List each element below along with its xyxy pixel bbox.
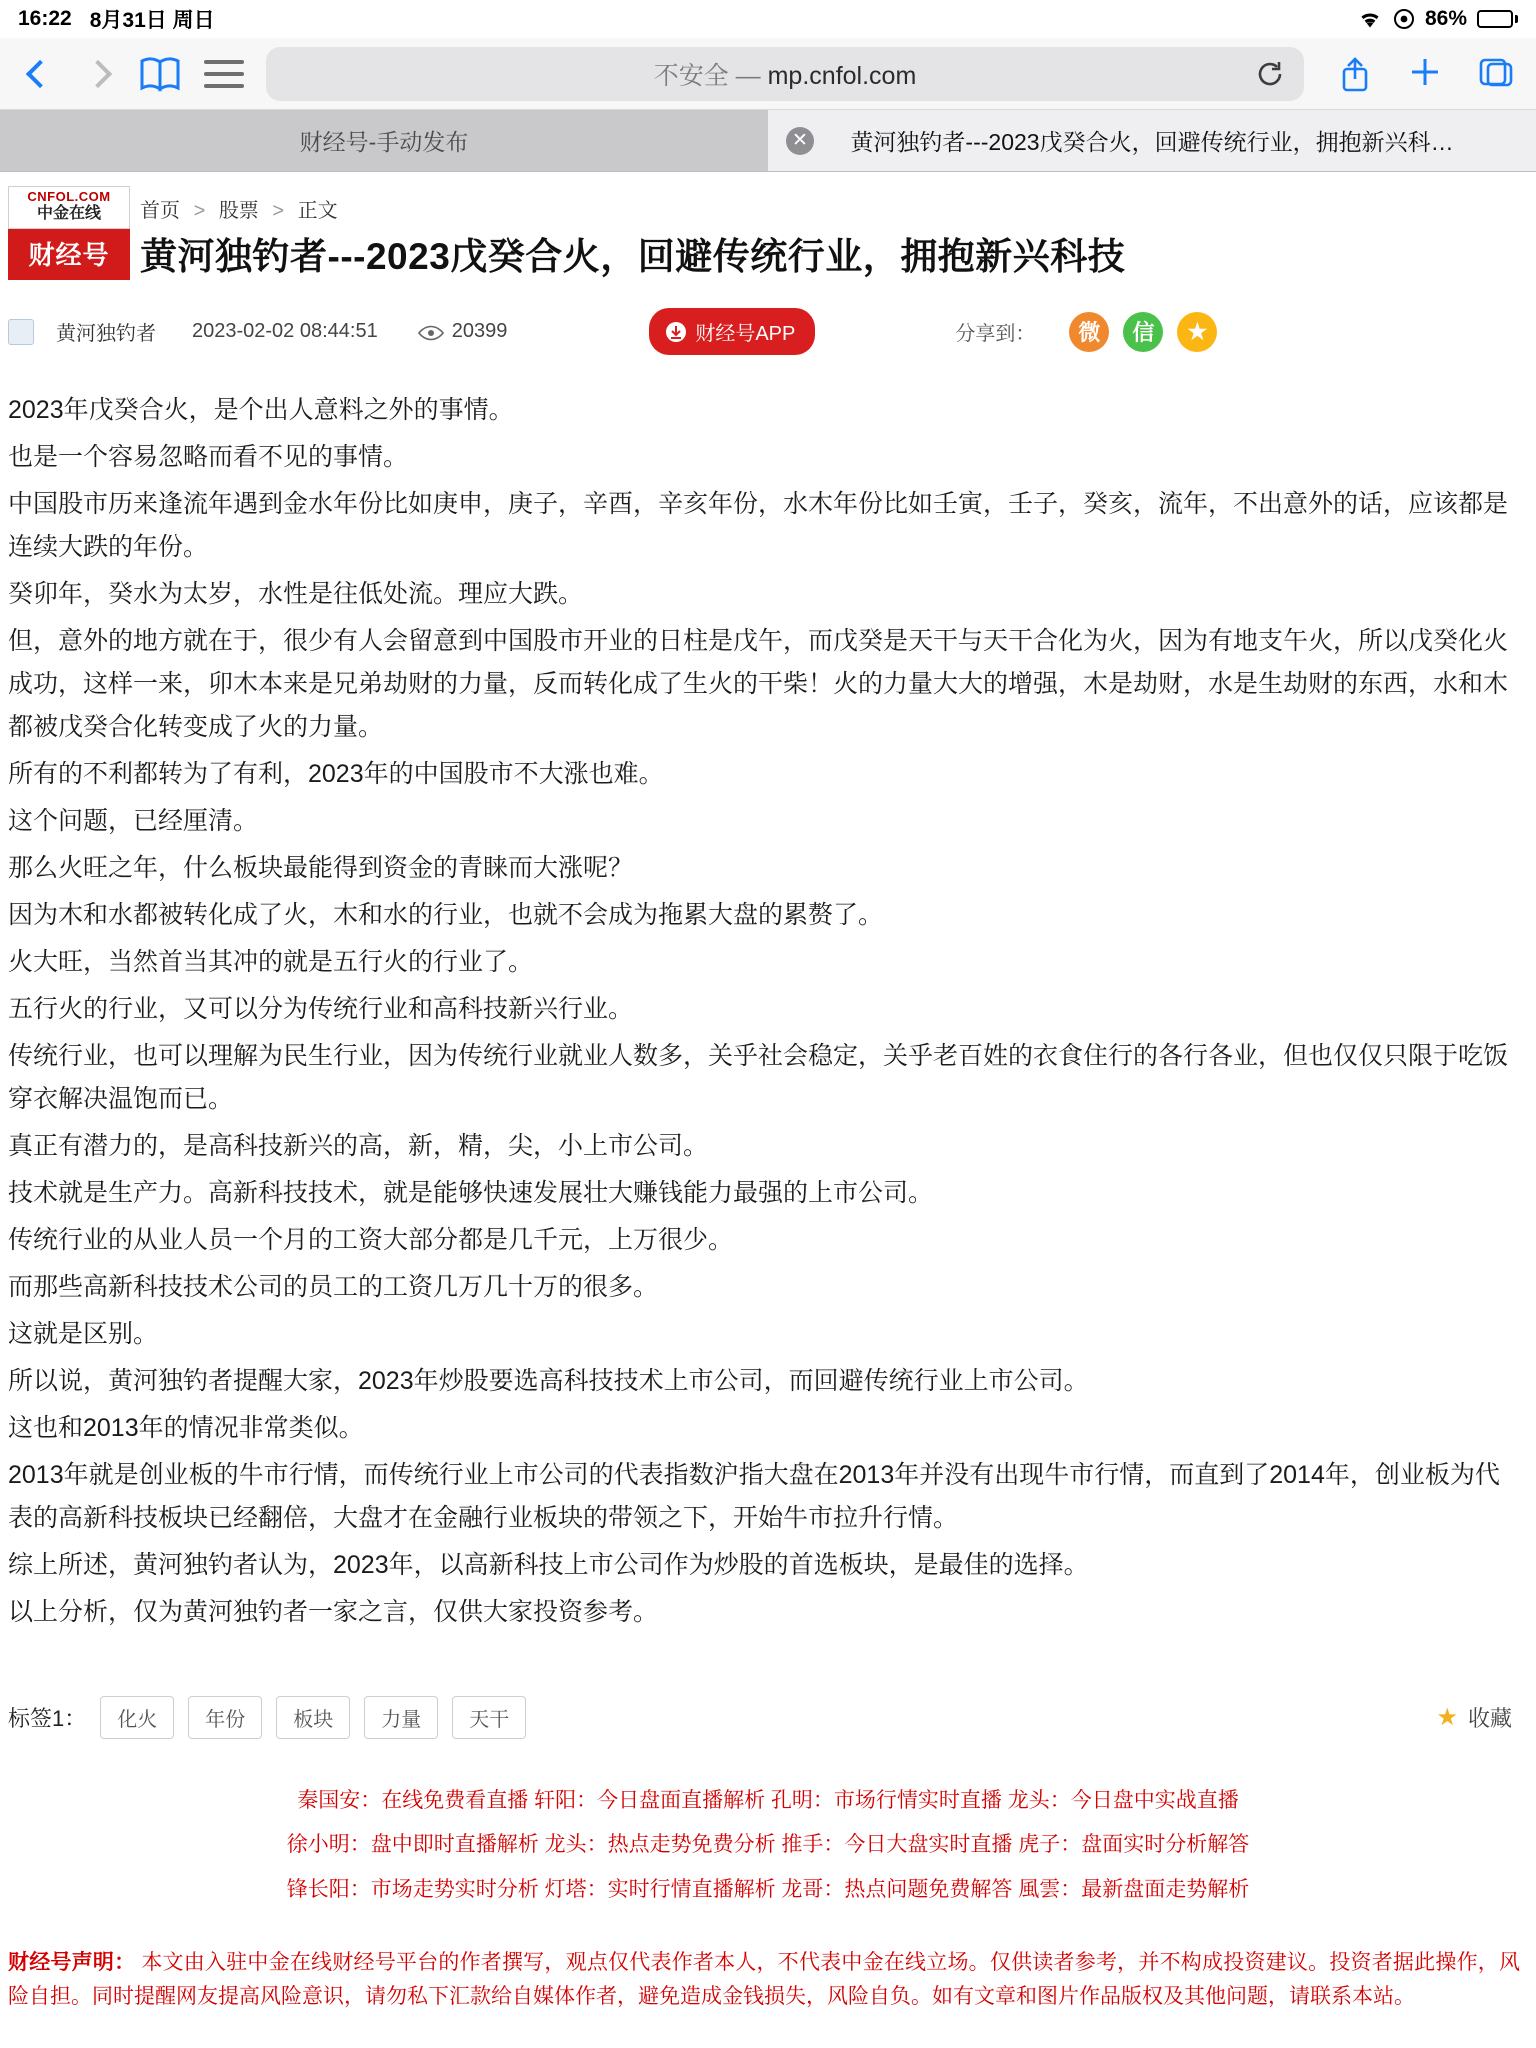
site-logo-cn: 中金在线 [36,204,101,222]
breadcrumb-separator: > [272,200,285,222]
status-time: 16:22 [18,7,72,30]
reader-line [204,84,244,88]
views-count: 20399 [451,320,508,343]
article-meta [0,308,1516,355]
plus-icon[interactable] [1408,55,1444,93]
star-icon: ★ [1436,1704,1458,1732]
article-paragraph: 技术就是生产力。高新科技技术，就是能够快速发展壮大赚钱能力最强的上市公司。 [8,1179,934,1208]
site-logo-badge: 财经号 [8,229,130,280]
app-download-button[interactable] [649,308,815,355]
share-favorite-icon[interactable]: ★ [1177,312,1217,352]
forward-chevron-icon [84,59,112,87]
tab-label: 黄河独钓者---2023戊癸合火，回避传统行业，拥抱新兴科… [850,129,1454,155]
reload-icon[interactable] [1256,60,1284,88]
status-bar-left [18,4,215,34]
insecure-label: 不安全 — [653,61,768,90]
share-wechat-icon[interactable]: 信 [1123,312,1163,352]
promo-line[interactable]: 锋长阳：市场走势实时分析 灯塔：实时行情直播解析 龙哥：热点问题免费解答 風雲：最新盘面走势解析 [286,1877,1250,1901]
article-paragraph: 以上分析，仅为黄河独钓者一家之言，仅供大家投资参考。 [8,1598,659,1627]
share-buttons [1069,312,1217,352]
article-paragraph: 传统行业，也可以理解为民生行业，因为传统行业就业人数多，关乎社会稳定，关乎老百姓的衣食住行的各行各业，但也仅仅只限于吃饭穿衣解决温饱而已。 [8,1042,1509,1114]
site-logo-en: CNFOL.COM [27,189,111,204]
site-logo-mark [8,186,130,229]
tag-item[interactable]: 天干 [452,1696,526,1739]
article-body [8,389,1512,1634]
close-icon[interactable]: ✕ [786,127,814,155]
article-paragraph: 这也和2013年的情况非常类似。 [8,1414,364,1443]
web-page-content [0,172,1536,2048]
article-paragraph: 这个问题，已经厘清。 [8,807,259,836]
tag-item[interactable]: 年份 [188,1696,262,1739]
breadcrumb-separator: > [193,200,206,222]
wifi-icon [1357,9,1383,29]
address-bar[interactable] [266,47,1304,101]
reader-line [204,72,244,76]
share-label: 分享到： [955,323,1036,346]
tab-label: 财经号-手动发布 [299,129,469,155]
battery-percent: 86% [1424,7,1467,30]
tag-item[interactable]: 化火 [100,1696,174,1739]
article-author[interactable]: 黄河独钓者 [56,323,156,346]
browser-toolbar [0,38,1536,110]
toolbar-right-actions [1338,55,1514,93]
favorite-button[interactable] [1436,1702,1512,1733]
bookmarks-button[interactable] [138,56,182,92]
article-paragraph: 而那些高新科技技术公司的员工的工资几万几十万的很多。 [8,1273,659,1302]
breadcrumb [0,172,1536,223]
share-icon[interactable] [1338,55,1374,93]
download-icon [665,321,687,343]
disclaimer [8,1946,1520,2015]
tab-bar [0,110,1536,172]
article-paragraph: 癸卯年，癸水为太岁，水性是往低处流。理应大跌。 [8,580,584,609]
url-text [654,56,917,92]
article-paragraph: 也是一个容易忽略而看不见的事情。 [8,443,409,472]
tab-item-1[interactable] [768,110,1536,171]
article-paragraph: 但，意外的地方就在于，很少有人会留意到中国股市开业的日柱是戊午，而戊癸是天干与天干合化为火，因为有地支午火，所以戊癸化火成功，这样一来，卯木本来是兄弟劫财的力量，反而转化成了生火的干柴！火的力量大大的增强，木是劫财，水是生劫财的东西，水和木都被戊癸合化转变成了火的力量。 [8,627,1509,742]
reader-view-button[interactable] [204,60,244,88]
url-domain: mp.cnfol.com [767,61,917,90]
status-bar [0,0,1536,38]
breadcrumb-item-home[interactable]: 首页 [140,200,180,222]
tags-row [8,1696,1512,1739]
breadcrumb-item-article: 正文 [297,200,338,222]
breadcrumb-item-stocks[interactable]: 股票 [218,200,259,222]
article-paragraph: 五行火的行业，又可以分为传统行业和高科技新兴行业。 [8,995,634,1024]
avatar [8,319,34,345]
article-paragraph: 所以说，黄河独钓者提醒大家，2023年炒股要选高科技技术上市公司，而回避传统行业上市公司。 [8,1367,1089,1396]
article-paragraph: 火大旺，当然首当其冲的就是五行火的行业了。 [8,948,534,977]
back-chevron-icon [26,59,54,87]
article-paragraph: 传统行业的从业人员一个月的工资大部分都是几千元，上万很少。 [8,1226,734,1255]
article-paragraph: 那么火旺之年，什么板块最能得到资金的青睐而大涨呢？ [8,854,634,883]
tags-label: 标签1： [8,1706,87,1732]
tag-item[interactable]: 板块 [276,1696,350,1739]
article-date: 2023-02-02 08:44:51 [192,320,378,343]
eye-icon [418,324,444,340]
tab-item-0[interactable] [0,110,768,171]
app-download-label: 财经号APP [695,323,796,346]
reader-line [204,60,244,64]
back-button[interactable] [22,54,58,94]
tabs-overview-icon[interactable] [1478,55,1514,93]
disclaimer-title: 财经号声明： [8,1950,136,1974]
article-paragraph: 综上所述，黄河独钓者认为，2023年，以高新科技上市公司作为炒股的首选板块，是最佳的选择。 [8,1551,1089,1580]
disclaimer-text: 本文由入驻中金在线财经号平台的作者撰写，观点仅代表作者本人，不代表中金在线立场。仅供读者参考，并不构成投资建议。投资者据此操作，风险自担。同时提醒网友提高风险意识，请勿私下汇款给自媒体作者，避免造成金钱损失，风险自负。如有文章和图片作品版权及其他问题，请联系本站。 [8,1950,1520,2009]
forward-button[interactable] [80,54,116,94]
article-paragraph: 这就是区别。 [8,1320,159,1349]
tag-item[interactable]: 力量 [364,1696,438,1739]
promo-line[interactable]: 徐小明：盘中即时直播解析 龙头：热点走势免费分析 推手：今日大盘实时直播 虎子：盘面实时分析解答 [286,1833,1250,1857]
share-weibo-icon[interactable]: 微 [1069,312,1109,352]
battery-icon [1477,10,1518,28]
article-paragraph: 因为木和水都被转化成了火，木和水的行业，也就不会成为拖累大盘的累赘了。 [8,901,884,930]
status-bar-right [1357,7,1518,31]
article-views [418,320,508,343]
article-paragraph: 真正有潜力的，是高科技新兴的高，新，精，尖，小上市公司。 [8,1132,709,1161]
promo-line[interactable]: 秦国安：在线免费看直播 轩阳：今日盘面直播解析 孔明：市场行情实时直播 龙头：今日盘中实战直播 [297,1789,1239,1813]
article-paragraph: 所有的不利都转为了有利，2023年的中国股市不大涨也难。 [8,760,664,789]
article-paragraph: 2023年戊癸合火，是个出人意料之外的事情。 [8,396,514,425]
page-title: 黄河独钓者---2023戊癸合火，回避传统行业，拥抱新兴科技 [140,236,1126,277]
promo-links [0,1779,1536,1911]
site-logo[interactable] [8,186,130,280]
article-paragraph: 中国股市历来逢流年遇到金水年份比如庚申，庚子，辛酉，辛亥年份，水木年份比如壬寅，壬子，癸亥，流年，不出意外的话，应该都是连续大跌的年份。 [8,490,1509,562]
article-paragraph: 2013年就是创业板的牛市行情，而传统行业上市公司的代表指数沪指大盘在2013年并没有出现牛市行情，而直到了2014年，创业板为代表的高新科技板块已经翻倍，大盘才在金融行业板块的带领之下，开始牛市拉升行情。 [8,1461,1500,1533]
status-date: 8月31日 周日 [89,9,215,32]
favorite-label: 收藏 [1467,1706,1512,1732]
location-icon [1393,8,1415,30]
